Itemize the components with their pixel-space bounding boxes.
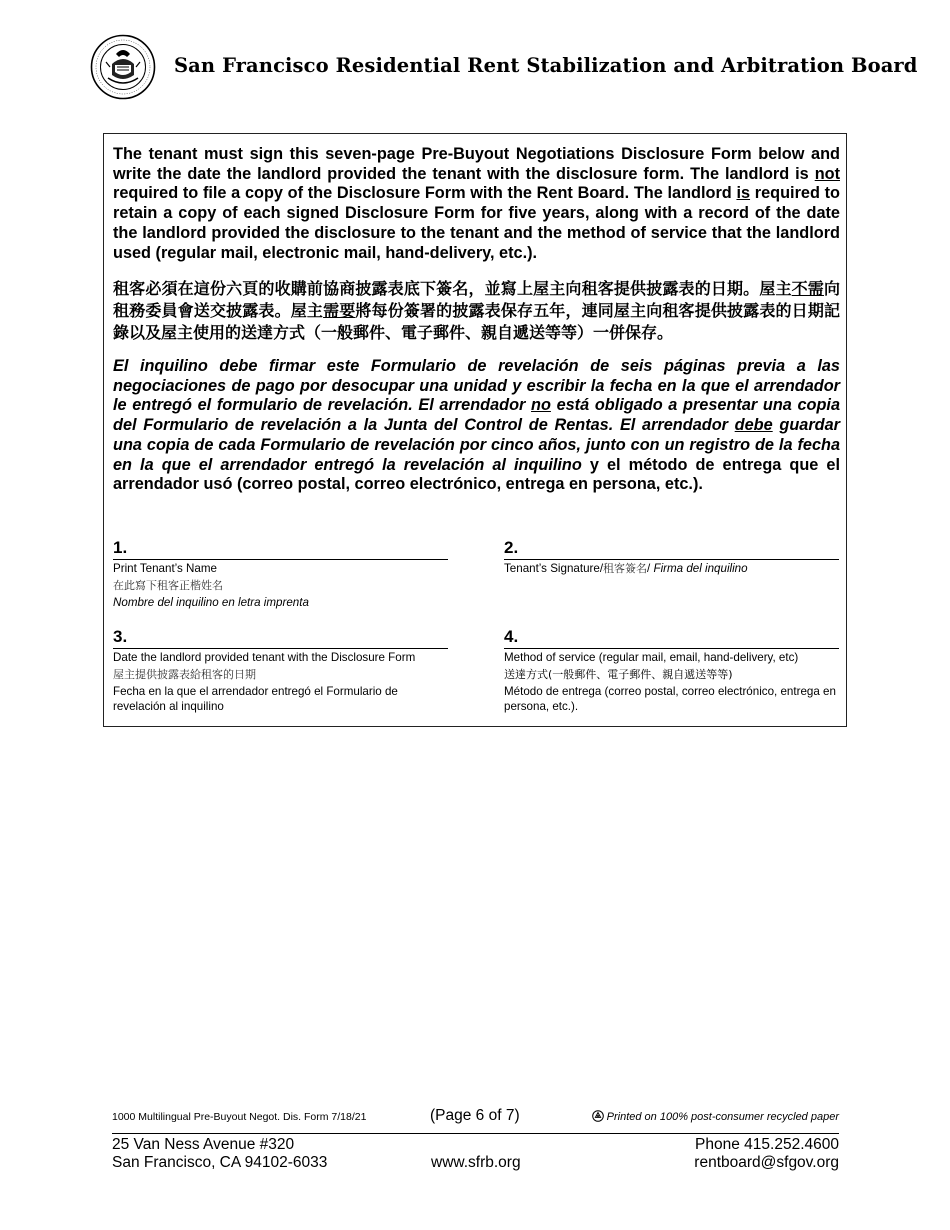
board-title: San Francisco Residential Rent Stabilization and Arbitration Board — [174, 54, 918, 77]
field-label-es: Nombre del inquilino en letra imprenta — [113, 596, 309, 609]
underlined-not: not — [814, 164, 840, 183]
footer-meta — [112, 1107, 839, 1129]
notice-english: The tenant must sign this seven-page Pre-Buyout Negotiations Disclosure Form below and write the date the landlord provided the tenant with the disclosure form. The landlord is not required to file a copy of the Disclosure Form with the Rent Board. The landlord is required to retain a copy of each signed Disclosure Form for five years, along with a record of the date the landlord provided the disclosure to the tenant and the method of service that the landlord used (regular mail, electronic mail, hand-delivery, etc.). — [113, 145, 840, 262]
field-label-zh: 在此寫下租客正楷姓名 — [113, 579, 223, 592]
email-link[interactable]: rentboard@sfgov.org — [694, 1154, 839, 1171]
field-label: Tenant’s Signature/租客簽名/ Firma del inquilino — [504, 562, 748, 575]
contact-info — [694, 1136, 839, 1172]
field-label-en: Method of service (regular mail, email, hand-delivery, etc) — [504, 651, 799, 664]
underlined-debe: debe — [734, 416, 773, 435]
field-number: 3. — [113, 628, 448, 649]
page-header — [90, 34, 918, 100]
notice-chinese: 租客必須在這份六頁的收購前協商披露表底下簽名，並寫上屋主向租客提供披露表的日期。屋主不需向租務委員會送交披露表。屋主需要將每份簽署的披露表保存五年，連同屋主向租客提供披露表的日期記錄以及屋主使用的送達方式（一般郵件、電子郵件、親自遞送等等）一併保存。 — [113, 279, 840, 342]
disclosure-date-field[interactable] — [113, 628, 448, 714]
underlined-not-required: 不需 — [791, 279, 824, 298]
recycled-note: Printed on 100% post-consumer recycled paper — [592, 1110, 839, 1123]
field-number: 1. — [113, 539, 448, 560]
field-label-es: Método de entrega (correo postal, correo electrónico, entrega en persona, etc.). — [504, 685, 836, 713]
city-seal-icon — [90, 34, 156, 100]
field-number: 2. — [504, 539, 839, 560]
service-method-field[interactable] — [504, 628, 839, 714]
recycle-icon — [592, 1110, 604, 1122]
field-label-zh: 屋主提供披露表給租客的日期 — [113, 668, 256, 681]
field-label-en: Date the landlord provided tenant with the Disclosure Form — [113, 651, 416, 664]
tenant-name-field[interactable] — [113, 539, 448, 610]
phone-number: Phone 415.252.4600 — [695, 1136, 839, 1153]
page-number: (Page 6 of 7) — [430, 1107, 520, 1124]
field-label-es: Fecha en la que el arrendador entregó el Formulario de revelación al inquilino — [113, 685, 398, 713]
underlined-is: is — [736, 184, 751, 203]
tenant-signature-field[interactable] — [504, 539, 839, 576]
underlined-no: no — [531, 396, 551, 415]
footer-divider — [112, 1133, 839, 1134]
disclosure-notice-box — [103, 133, 847, 727]
website-link[interactable]: www.sfrb.org — [431, 1154, 521, 1171]
underlined-required: 需要 — [323, 301, 356, 320]
office-address: 25 Van Ness Avenue #320 San Francisco, CA 94102-6033 — [112, 1136, 328, 1171]
notice-spanish: El inquilino debe firmar este Formulario de revelación de seis páginas previa a las negociaciones de pago por desocupar una unidad y escribir la fecha en la que el arrendador le entregó el formulario de revelación. El arrendador no está obligado a presentar una copia del Formulario de revelación a la Junta del Control de Rentas. El arrendador debe guardar una copia de cada Formulario de revelación por cinco años, junto con un registro de la fecha en la que el arrendador entregó la revelación al inquilino y el método de entrega que el arrendador usó (correo postal, correo electrónico, entrega en persona, etc.). — [113, 357, 840, 494]
form-id: 1000 Multilingual Pre-Buyout Negot. Dis. Form 7/18/21 — [112, 1111, 367, 1123]
field-label-zh: 送達方式(一般郵件、電子郵件、親自遞送等等) — [504, 668, 733, 681]
field-number: 4. — [504, 628, 839, 649]
field-label-en: Print Tenant’s Name — [113, 562, 217, 575]
